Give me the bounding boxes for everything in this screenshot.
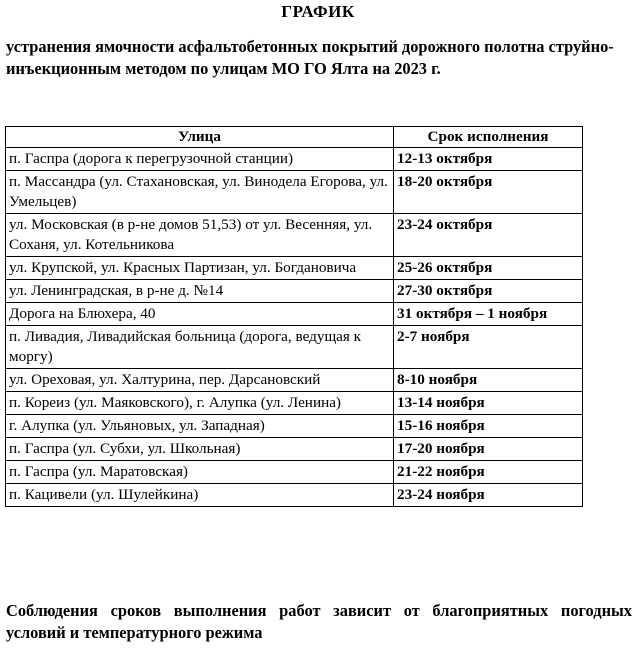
table-row: [6, 171, 583, 214]
deadline-cell: 21-22 ноября: [394, 461, 583, 484]
deadline-cell: 12-13 октября: [394, 148, 583, 171]
street-cell: ул. Крупской, ул. Красных Партизан, ул. Богдановича: [6, 257, 394, 280]
table-row: [6, 484, 583, 507]
deadline-cell: 2-7 ноября: [394, 326, 583, 369]
deadline-cell: 23-24 ноября: [394, 484, 583, 507]
street-cell: ул. Ореховая, ул. Халтурина, пер. Дарсановский: [6, 369, 394, 392]
deadline-cell: 8-10 ноября: [394, 369, 583, 392]
table-row: [6, 303, 583, 326]
table-row: [6, 148, 583, 171]
document-title: ГРАФИК: [281, 2, 355, 21]
street-cell: г. Алупка (ул. Ульяновых, ул. Западная): [6, 415, 394, 438]
street-cell: п. Кацивели (ул. Шулейкина): [6, 484, 394, 507]
column-header-deadline: Срок исполнения: [394, 127, 583, 148]
street-cell: п. Гаспра (ул. Субхи, ул. Школьная): [6, 438, 394, 461]
deadline-cell: 23-24 октября: [394, 214, 583, 257]
street-cell: п. Массандра (ул. Стахановская, ул. Винодела Егорова, ул. Умельцев): [6, 171, 394, 214]
street-cell: ул. Московская (в р-не домов 51,53) от ул. Весенняя, ул. Соханя, ул. Котельникова: [6, 214, 394, 257]
table-row: [6, 438, 583, 461]
deadline-cell: 31 октября – 1 ноября: [394, 303, 583, 326]
deadline-cell: 27-30 октября: [394, 280, 583, 303]
deadline-cell: 15-16 ноября: [394, 415, 583, 438]
table-row: [6, 415, 583, 438]
column-header-street: Улица: [6, 127, 394, 148]
table-row: [6, 461, 583, 484]
table-row: [6, 280, 583, 303]
deadline-cell: 18-20 октября: [394, 171, 583, 214]
street-cell: п. Гаспра (ул. Маратовская): [6, 461, 394, 484]
table-row: [6, 392, 583, 415]
street-cell: Дорога на Блюхера, 40: [6, 303, 394, 326]
schedule-table: [5, 126, 583, 507]
table-row: [6, 214, 583, 257]
street-cell: ул. Ленинградская, в р-не д. №14: [6, 280, 394, 303]
footer-note: Соблюдения сроков выполнения работ зависит от благоприятных погодных условий и температурного режима: [6, 601, 632, 642]
table-row: [6, 257, 583, 280]
table-header-row: [6, 127, 583, 148]
street-cell: п. Гаспра (дорога к перегрузочной станции): [6, 148, 394, 171]
table-row: [6, 326, 583, 369]
deadline-cell: 25-26 октября: [394, 257, 583, 280]
street-cell: п. Кореиз (ул. Маяковского), г. Алупка (ул. Ленина): [6, 392, 394, 415]
street-cell: п. Ливадия, Ливадийская больница (дорога, ведущая к моргу): [6, 326, 394, 369]
table-row: [6, 369, 583, 392]
deadline-cell: 13-14 ноября: [394, 392, 583, 415]
deadline-cell: 17-20 ноября: [394, 438, 583, 461]
document-subtitle: устранения ямочности асфальтобетонных покрытий дорожного полотна струйно-инъекционным методом по улицам МО ГО Ялта на 2023 г.: [6, 37, 614, 78]
schedule-table-body: [6, 148, 583, 507]
